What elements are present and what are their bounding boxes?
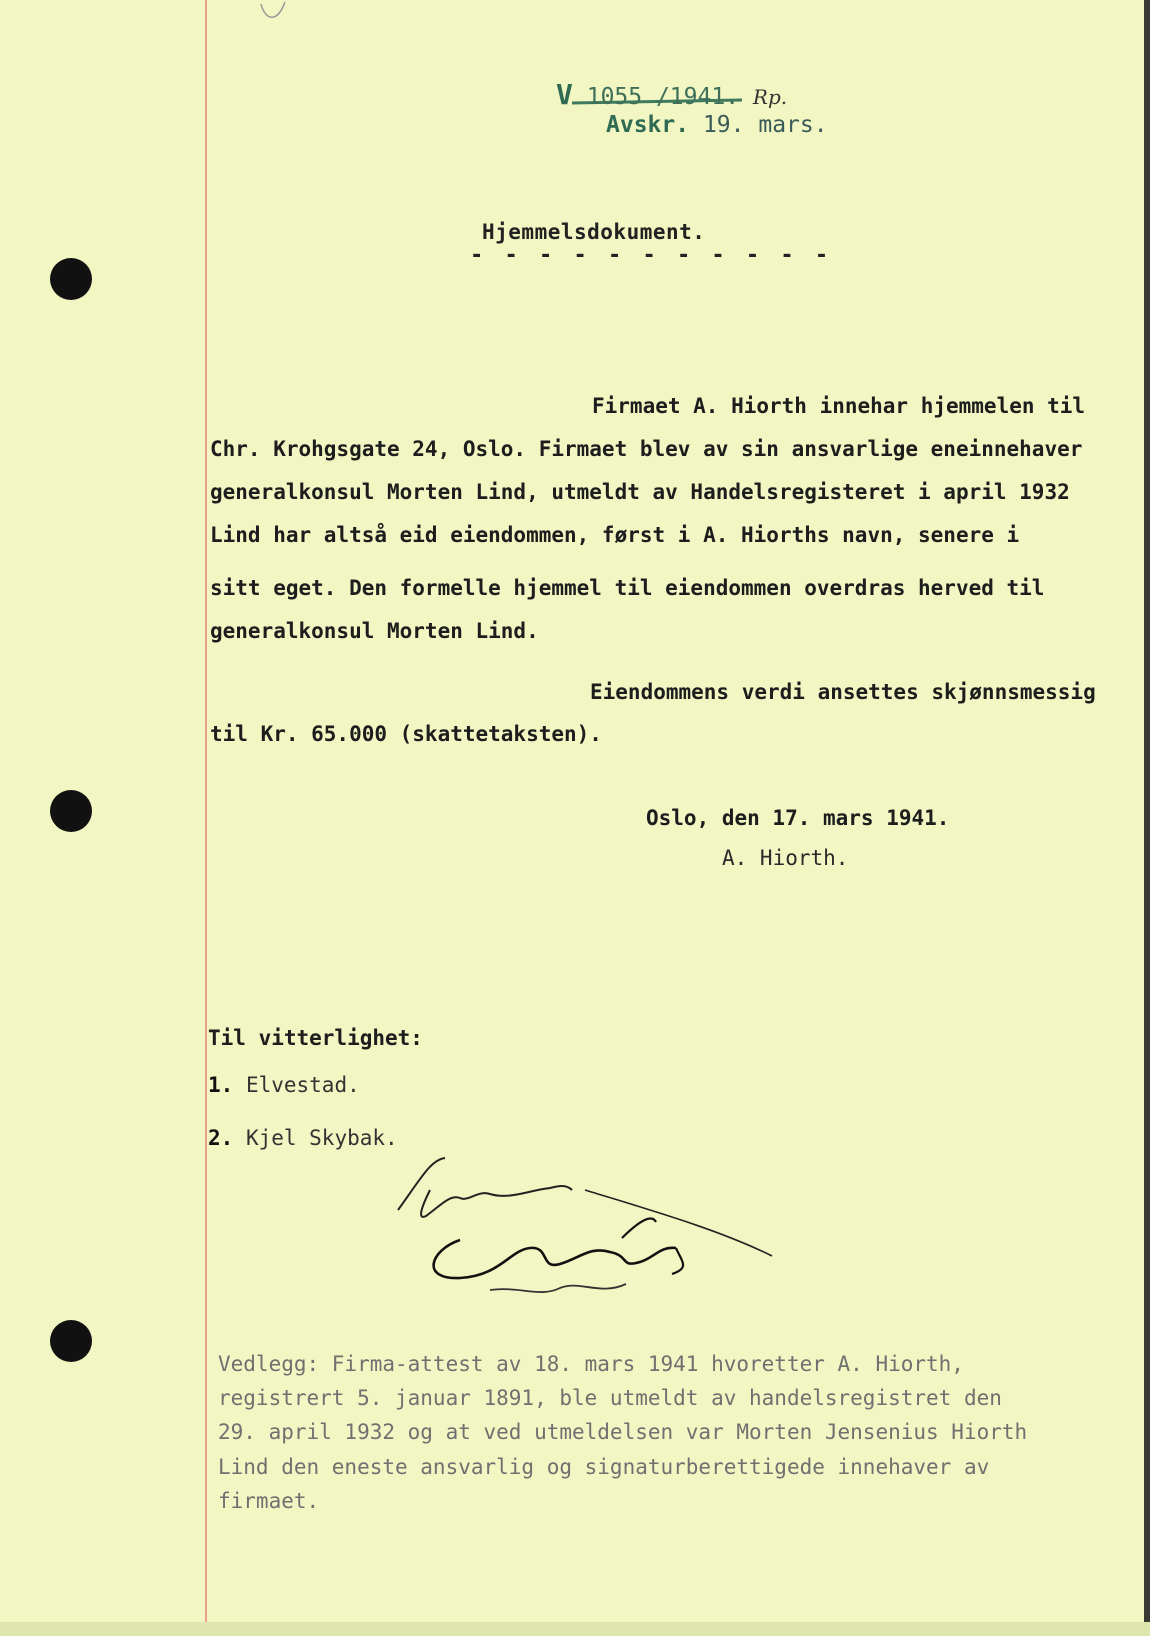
body-line: til Kr. 65.000 (skattetaksten). [210,722,602,746]
received-stamp [606,112,828,138]
witness-heading: Til vitterlighet: [208,1026,423,1050]
body-line: generalkonsul Morten Lind, utmeldt av Handelsregisteret i april 1932 [210,480,1070,504]
scan-edge [1144,0,1150,1636]
witness-item [208,1073,360,1097]
punch-hole [50,1320,92,1362]
title-underline: - - - - - - - - - - - [470,243,833,268]
appendix-line: Lind den eneste ansvarlig og signaturberettigede innehaver av [218,1455,990,1479]
received-label: Avskr. [606,112,690,138]
handwritten-signature [390,1150,820,1310]
witness-number: 2. [208,1126,234,1150]
scan-bottom-edge [0,1622,1150,1636]
registry-number [556,78,787,111]
pencil-mark-icon [255,0,295,40]
clerk-initials: Rp. [752,85,788,109]
witness-name: Elvestad. [245,1073,360,1097]
appendix-line: 29. april 1932 og at ved utmeldelsen var Morten Jensenius Hiorth [218,1420,1028,1444]
appendix-line: firmaet. [218,1489,320,1513]
document-number: 1055 /1941. [586,84,740,110]
body-line: generalkonsul Morten Lind. [210,619,539,643]
margin-rule [205,0,207,1636]
document-title: Hjemmelsdokument. [482,220,706,244]
body-line: Firmaet A. Hiorth innehar hjemmelen til [592,394,1086,418]
punch-hole [50,790,92,832]
place-date: Oslo, den 17. mars 1941. [646,806,950,830]
body-line: Chr. Krohgsgate 24, Oslo. Firmaet blev av sin ansvarlige eneinnehaver [210,437,1083,461]
witness-name: Kjel Skybak. [245,1126,398,1150]
signatory-name: A. Hiorth. [722,846,849,870]
stamp-prefix: V [556,78,573,111]
witness-item [208,1126,398,1150]
received-date: 19. mars. [702,112,828,138]
punch-hole [50,258,92,300]
body-line: Lind har altså eid eiendommen, først i A. Hiorths navn, senere i [210,523,1020,547]
appendix-line: registrert 5. januar 1891, ble utmeldt av handelsregistret den [218,1386,1002,1410]
witness-number: 1. [208,1073,234,1097]
body-line: Eiendommens verdi ansettes skjønnsmessig [590,680,1096,704]
appendix-line: Vedlegg: Firma-attest av 18. mars 1941 hvoretter A. Hiorth, [218,1352,964,1376]
body-line: sitt eget. Den formelle hjemmel til eiendommen overdras herved til [210,576,1045,600]
